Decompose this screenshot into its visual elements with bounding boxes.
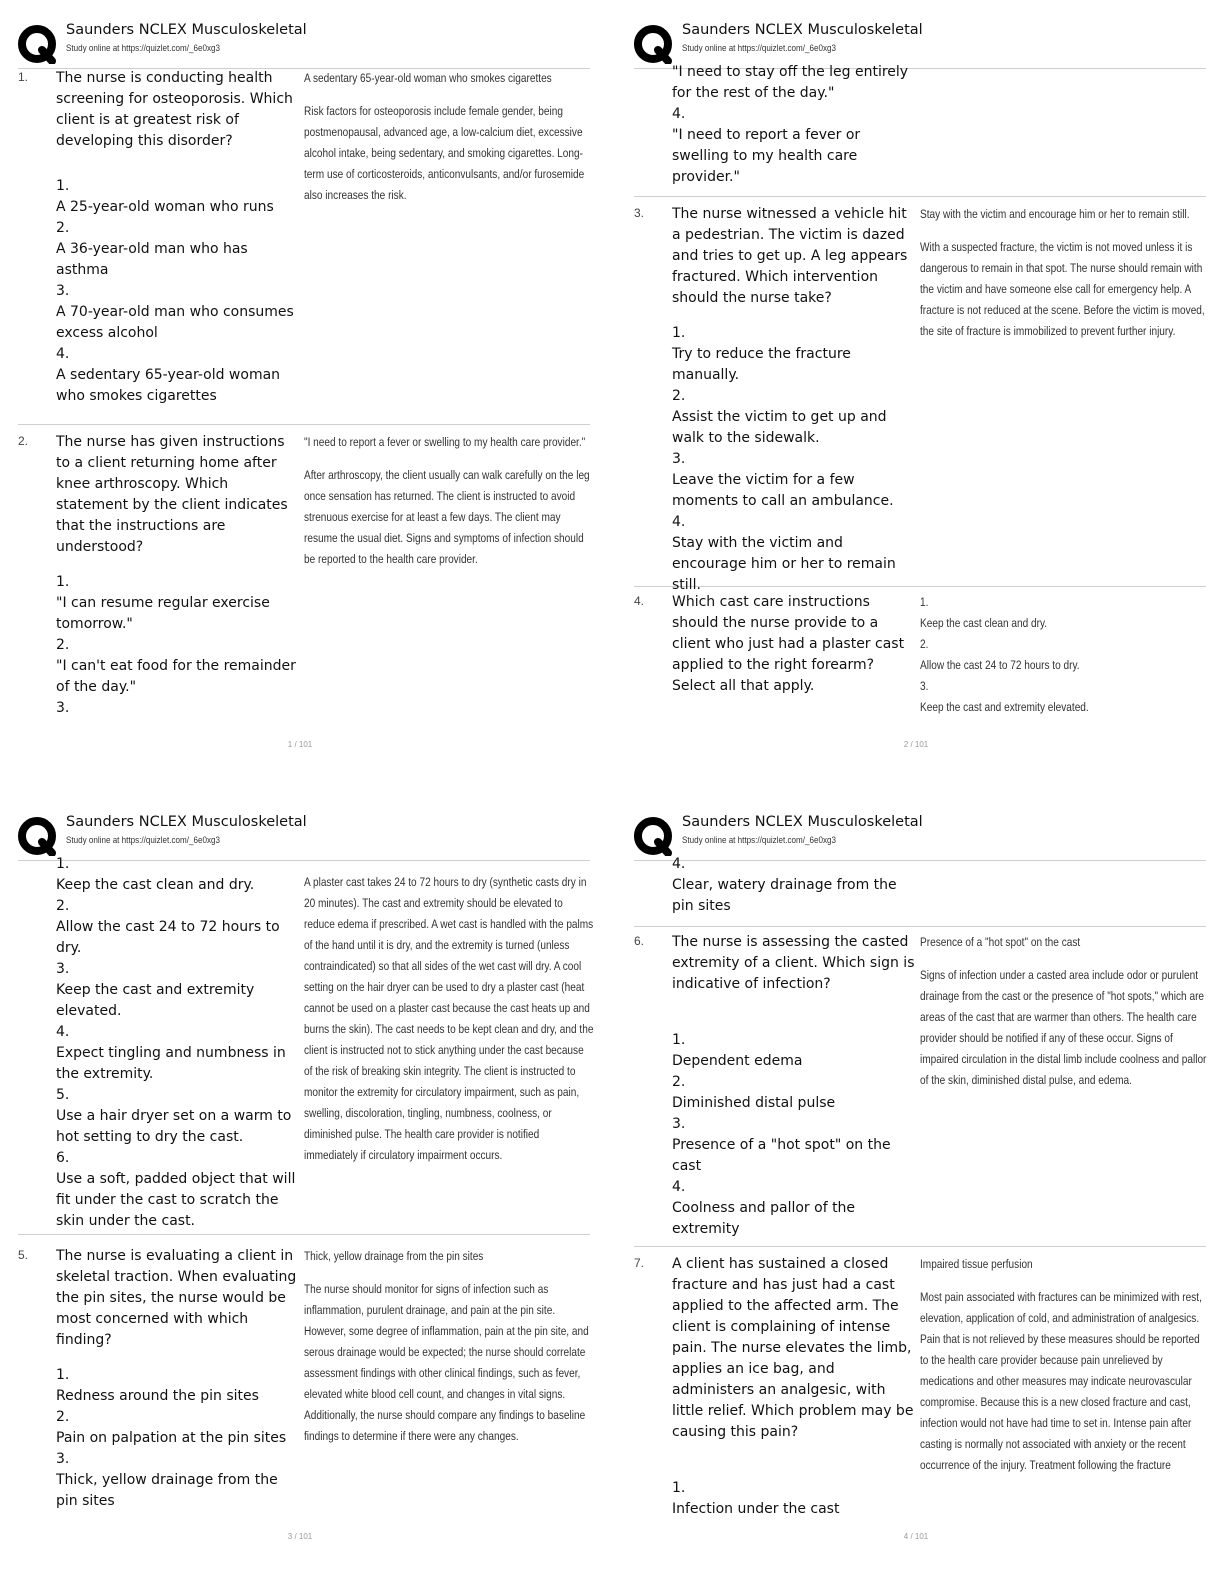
option-number: 4.: [56, 346, 70, 362]
option-text: A 70-year-old man who consumes excess alcohol: [56, 304, 294, 341]
quizlet-logo-icon: [634, 24, 674, 64]
page-footer: 3 / 101: [287, 1532, 313, 1541]
question-stem: The nurse is evaluating a client in skeletal traction. When evaluating the pin sites, the nurse would be most concerned with which finding?: [56, 1248, 297, 1348]
answer-number: 1.: [920, 595, 929, 609]
question-left: [56, 68, 301, 407]
quizlet-logo-icon: [18, 24, 58, 64]
question-continuation: [634, 854, 1206, 927]
question-stem: Which cast care instructions should the nurse provide to a client who just had a plaster cast applied to the right forearm? Select all that apply.: [672, 594, 905, 694]
study-link[interactable]: Study online at https://quizlet.com/_6e0xg3: [682, 835, 836, 846]
question-number: 7.: [634, 1256, 645, 1270]
question-card: [18, 1246, 590, 1526]
option-number: 3.: [56, 700, 70, 716]
answer-column: [920, 204, 1210, 342]
option-number: 3.: [672, 451, 686, 467]
option-text: Use a soft, padded object that will fit under the cast to scratch the skin under the cast.: [56, 1171, 296, 1229]
question-left: [672, 592, 917, 697]
question-stem: The nurse is assessing the casted extremity of a client. Which sign is indicative of infection?: [672, 934, 915, 992]
question-card: [18, 432, 590, 732]
answer-number: 2.: [920, 637, 929, 651]
option-number: 3.: [56, 1451, 70, 1467]
option-number: 4.: [56, 1024, 70, 1040]
answer-column: [304, 432, 594, 570]
question-continuation: [634, 62, 1206, 197]
option-text: Infection under the cast: [672, 1501, 840, 1517]
option-text: Thick, yellow drainage from the pin sites: [56, 1472, 278, 1509]
option-number: 3.: [672, 1116, 686, 1132]
option-number: 2.: [56, 898, 70, 914]
question-number: 1.: [18, 70, 29, 84]
question-card: [634, 592, 1206, 732]
answer-text: Allow the cast 24 to 72 hours to dry.: [920, 658, 1080, 672]
option-text: Try to reduce the fracture manually.: [672, 346, 851, 383]
question-card: [18, 68, 590, 425]
option-number: 4.: [672, 514, 686, 530]
option-text: Assist the victim to get up and walk to the sidewalk.: [672, 409, 887, 446]
option-text: A sedentary 65-year-old woman who smokes cigarettes: [56, 367, 281, 404]
option-number: 1.: [56, 574, 70, 590]
option-text: Presence of a "hot spot" on the cast: [672, 1137, 891, 1174]
question-continuation: [18, 854, 594, 1235]
page-2: [616, 0, 1206, 770]
option-number: 6.: [56, 1150, 70, 1166]
answer-column: [920, 932, 1210, 1091]
question-stem: A client has sustained a closed fracture and has just had a cast applied to the affected arm. The client is complaining of intense pain. The nurse elevates the limb, applies an ice bag, and administers an analgesic, with little relief. Which problem may be causing this pain?: [672, 1256, 914, 1440]
question-left: [672, 1254, 917, 1520]
document-title: Saunders NCLEX Musculoskeletal: [682, 814, 923, 830]
answer-text: Impaired tissue perfusion: [920, 1257, 1033, 1271]
question-card: [634, 1254, 1206, 1524]
study-link[interactable]: Study online at https://quizlet.com/_6e0xg3: [66, 835, 220, 846]
question-number: 4.: [634, 594, 645, 608]
option-text: Dependent edema: [672, 1053, 803, 1069]
page-3: [0, 792, 594, 1562]
option-text: Use a hair dryer set on a warm to hot setting to dry the cast.: [56, 1108, 292, 1145]
answer-text: Keep the cast and extremity elevated.: [920, 700, 1089, 714]
question-left: [56, 1246, 301, 1512]
question-left: [672, 204, 917, 596]
question-left: [56, 432, 301, 719]
option-number: 2.: [672, 388, 686, 404]
question-number: 5.: [18, 1248, 29, 1262]
option-number: 4.: [672, 856, 686, 872]
page-1: [0, 0, 590, 770]
answer-text: Keep the cast clean and dry.: [920, 616, 1048, 630]
question-left: [672, 854, 917, 917]
option-number: 1.: [56, 856, 70, 872]
option-number: 2.: [56, 637, 70, 653]
answer-text: Presence of a "hot spot" on the cast: [920, 935, 1081, 949]
page-footer: 4 / 101: [903, 1532, 929, 1541]
option-number: 1.: [56, 178, 70, 194]
study-link[interactable]: Study online at https://quizlet.com/_6e0xg3: [66, 43, 220, 54]
option-number: 1.: [672, 325, 686, 341]
answer-text: A sedentary 65-year-old woman who smokes cigarettes: [304, 71, 552, 85]
answer-column: [304, 68, 594, 206]
answer-text: Thick, yellow drainage from the pin sites: [304, 1249, 484, 1263]
question-left: [56, 854, 301, 1232]
question-left: [672, 62, 917, 188]
option-number: 2.: [672, 1074, 686, 1090]
answer-text: "I need to report a fever or swelling to my health care provider.": [304, 435, 586, 449]
document-title: Saunders NCLEX Musculoskeletal: [66, 814, 307, 830]
option-text: Pain on palpation at the pin sites: [56, 1430, 287, 1446]
answer-column: [920, 592, 1210, 718]
question-number: 6.: [634, 934, 645, 948]
rationale-text: Signs of infection under a casted area include odor or purulent drainage from the cast or the presence of "hot spots," which are areas of the cast that are warmer than others. The health care provider should be notified if any of these occur. Signs of impaired circulation in the distal limb include coolness and pallor of the skin, diminished distal pulse, and edema.: [920, 968, 1207, 1087]
option-text: "I need to report a fever or swelling to my health care provider.": [672, 127, 861, 185]
answer-column: [304, 1246, 594, 1447]
option-number: 4.: [672, 1179, 686, 1195]
document-title: Saunders NCLEX Musculoskeletal: [66, 22, 307, 38]
rationale-text: Risk factors for osteoporosis include female gender, being postmenopausal, advanced age, a low-calcium diet, excessive alcohol intake, being sedentary, and smoking cigarettes. Long-term use of corticosteroids, anticonvulsants, and/or furosemide also increases the risk.: [304, 104, 585, 202]
rationale-text: After arthroscopy, the client usually can walk carefully on the leg once sensation has returned. The client is instructed to avoid strenuous exercise for at least a few days. The client may resume the usual diet. Signs and symptoms of infection should be reported to the health care provider.: [304, 468, 590, 566]
question-card: [634, 204, 1206, 593]
page-4: [616, 792, 1206, 1562]
option-number: 3.: [56, 961, 70, 977]
option-text: Keep the cast and extremity elevated.: [56, 982, 255, 1019]
option-text: Leave the victim for a few moments to call an ambulance.: [672, 472, 894, 509]
option-number: 1.: [56, 1367, 70, 1383]
option-number: 2.: [56, 1409, 70, 1425]
option-number: 5.: [56, 1087, 70, 1103]
option-text: Expect tingling and numbness in the extremity.: [56, 1045, 286, 1082]
page-header: [18, 22, 590, 69]
option-text: A 25-year-old woman who runs: [56, 199, 274, 215]
question-stem: The nurse witnessed a vehicle hit a pedestrian. The victim is dazed and tries to get up. A leg appears fractured. Which intervention should the nurse take?: [672, 206, 908, 306]
rationale-text: With a suspected fracture, the victim is not moved unless it is dangerous to remain in that spot. The nurse should remain with the victim and have someone else call for emergency help. A fracture is not reduced at the scene. Before the victim is moved, the site of fracture is immobilized to prevent further injury.: [920, 240, 1205, 338]
option-text: "I can resume regular exercise tomorrow.": [56, 595, 270, 632]
rationale-text: Most pain associated with fractures can be minimized with rest, elevation, application of cold, and administration of analgesics. Pain that is not relieved by these measures should be reported to the health care provider because pain unrelieved by medications and other measures may indicate neurovascular compromise. Because this is a new closed fracture and cast, infection would not have had time to set in. Intense pain after casting is normally not associated with anxiety or the recent occurrence of the injury. Treatment following the fracture: [920, 1290, 1202, 1472]
option-text: A 36-year-old man who has asthma: [56, 241, 248, 278]
page-footer: 2 / 101: [903, 740, 929, 749]
question-number: 3.: [634, 206, 645, 220]
option-text: "I need to stay off the leg entirely for the rest of the day.": [672, 64, 909, 101]
question-number: 2.: [18, 434, 29, 448]
option-text: Allow the cast 24 to 72 hours to dry.: [56, 919, 280, 956]
answer-number: 3.: [920, 679, 929, 693]
study-link[interactable]: Study online at https://quizlet.com/_6e0xg3: [682, 43, 836, 54]
option-text: Redness around the pin sites: [56, 1388, 259, 1404]
rationale-text: A plaster cast takes 24 to 72 hours to dry (synthetic casts dry in 20 minutes). The cast and extremity should be elevated to reduce edema if prescribed. A wet cast is handled with the palms of the hand until it is dry, and the extremity is turned (unless contraindicated) so that all sides of the wet cast will dry. A cool setting on the hair dryer can be used to dry a plaster cast (heat cannot be used on a plaster cast because the cast heats up and burns the skin). The cast needs to be kept clean and dry, and the client is instructed not to stick anything under the cast because of the risk of breaking skin integrity. The client is instructed to monitor the extremity for circulatory impairment, such as pain, swelling, discoloration, tingling, numbness, coolness, or diminished pulse. The health care provider is notified immediately if circulatory impairment occurs.: [304, 875, 594, 1162]
option-number: 2.: [56, 220, 70, 236]
option-number: 3.: [56, 283, 70, 299]
question-stem: The nurse has given instructions to a client returning home after knee arthroscopy. Which statement by the client indicates that the instructions are understood?: [56, 434, 288, 555]
quizlet-logo-icon: [18, 816, 58, 856]
option-number: 4.: [672, 106, 686, 122]
rationale-text: The nurse should monitor for signs of infection such as inflammation, purulent drainage, and pain at the pin site. However, some degree of inflammation, pain at the pin site, and serous drainage would be expected; the nurse should correlate assessment findings with other clinical findings, such as fever, elevated white blood cell count, and changes in vital signs. Additionally, the nurse should compare any findings to baseline findings to determine if there were any changes.: [304, 1282, 589, 1443]
page-footer: 1 / 101: [287, 740, 313, 749]
option-number: 1.: [672, 1480, 686, 1496]
option-text: "I can't eat food for the remainder of the day.": [56, 658, 296, 695]
answer-text: Stay with the victim and encourage him or her to remain still.: [920, 207, 1190, 221]
option-text: Diminished distal pulse: [672, 1095, 836, 1111]
option-text: Clear, watery drainage from the pin sites: [672, 877, 897, 914]
document-title: Saunders NCLEX Musculoskeletal: [682, 22, 923, 38]
option-text: Keep the cast clean and dry.: [56, 877, 255, 893]
question-card: [634, 932, 1206, 1247]
question-left: [672, 932, 917, 1240]
question-stem: The nurse is conducting health screening for osteoporosis. Which client is at greatest risk of developing this disorder?: [56, 70, 293, 149]
option-text: Stay with the victim and encourage him or her to remain still.: [672, 535, 896, 593]
quizlet-logo-icon: [634, 816, 674, 856]
option-text: Coolness and pallor of the extremity: [672, 1200, 856, 1237]
option-number: 1.: [672, 1032, 686, 1048]
answer-column: [920, 1254, 1210, 1476]
answer-column: [304, 872, 594, 1166]
